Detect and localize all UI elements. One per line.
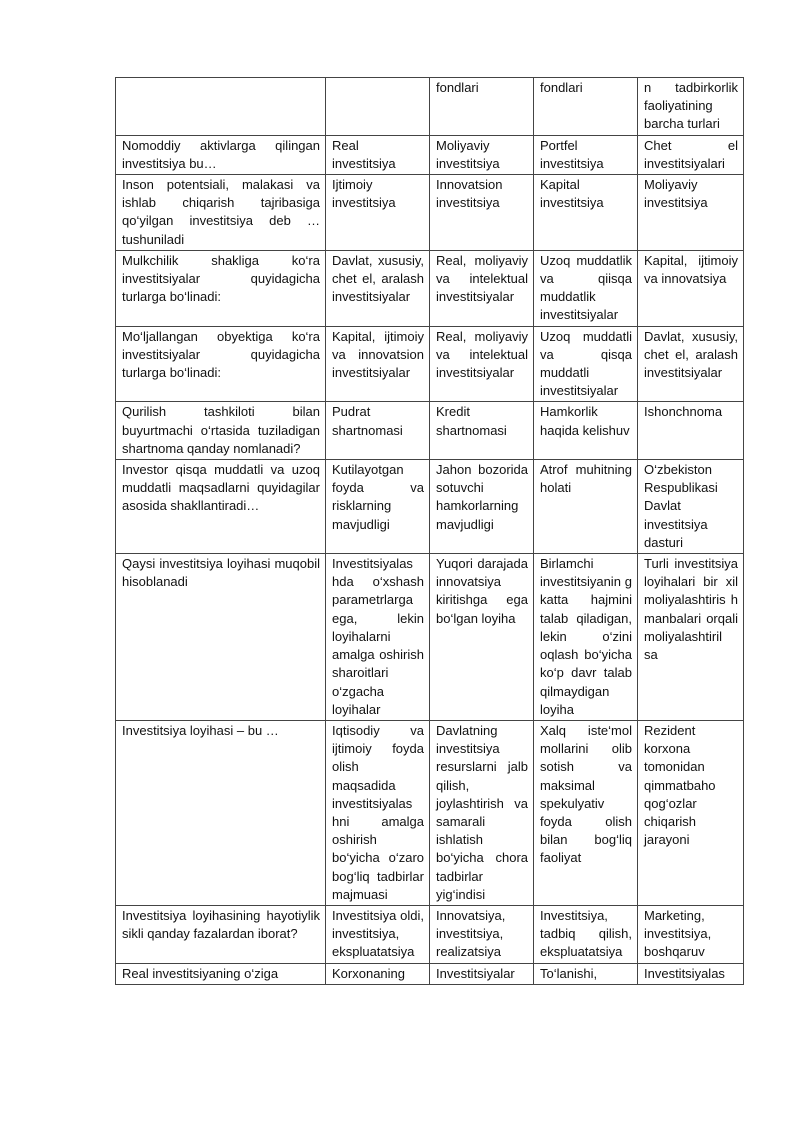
answer-c-cell: Uzoq muddatli va qisqa muddatli investitsiyalar bbox=[534, 326, 638, 402]
question-cell: Investitsiya loyihasining hayotiylik sikli qanday fazalardan iborat? bbox=[116, 905, 326, 963]
answer-b-cell: Kredit shartnomasi bbox=[430, 402, 534, 460]
answer-d-cell: Marketing, investitsiya, boshqaruv bbox=[638, 905, 744, 963]
table-row bbox=[116, 720, 744, 905]
answer-b-cell: Innovatsion investitsiya bbox=[430, 175, 534, 251]
question-cell: Qaysi investitsiya loyihasi muqobil hisoblanadi bbox=[116, 554, 326, 721]
answer-c-cell: Hamkorlik haqida kelishuv bbox=[534, 402, 638, 460]
answer-b-cell: Real, moliyaviy va intelektual investitsiyalar bbox=[430, 326, 534, 402]
answer-c-cell: Kapital investitsiya bbox=[534, 175, 638, 251]
answer-d-cell: O‘zbekiston Respublikasi Davlat investitsiya dasturi bbox=[638, 460, 744, 554]
answer-a-cell: Korxonaning bbox=[326, 963, 430, 984]
table-row bbox=[116, 460, 744, 554]
answer-d-cell: Turli investitsiya loyihalari bir xil moliyalashtiris h manbalari orqali moliyalashtiril sa bbox=[638, 554, 744, 721]
answer-d-cell: Kapital, ijtimoiy va innovatsiya bbox=[638, 250, 744, 326]
question-cell: Inson potentsiali, malakasi va ishlab chiqarish tajribasiga qo‘yilgan investitsiya deb … tushuniladi bbox=[116, 175, 326, 251]
answer-b-cell: Innovatsiya, investitsiya, realizatsiya bbox=[430, 905, 534, 963]
table-row bbox=[116, 250, 744, 326]
answer-c-cell: Uzoq muddatlik va qiisqa muddatlik investitsiyalar bbox=[534, 250, 638, 326]
answer-c-cell: Investitsiya, tadbiq qilish, ekspluatatsiya bbox=[534, 905, 638, 963]
question-cell: Mulkchilik shakliga ko‘ra investitsiyalar quyidagicha turlarga bo‘linadi: bbox=[116, 250, 326, 326]
answer-a-cell: Davlat, xususiy, chet el, aralash investitsiyalar bbox=[326, 250, 430, 326]
question-cell bbox=[116, 78, 326, 136]
question-cell: Qurilish tashkiloti bilan buyurtmachi o‘rtasida tuziladigan shartnoma qanday nomlanadi? bbox=[116, 402, 326, 460]
table-row bbox=[116, 135, 744, 174]
answer-b-cell: Investitsiyalar bbox=[430, 963, 534, 984]
answer-b-cell: Jahon bozorida sotuvchi hamkorlarning mavjudligi bbox=[430, 460, 534, 554]
answer-b-cell: Moliyaviy investitsiya bbox=[430, 135, 534, 174]
answer-b-cell: fondlari bbox=[430, 78, 534, 136]
question-cell: Nomoddiy aktivlarga qilingan investitsiya bu… bbox=[116, 135, 326, 174]
table-row bbox=[116, 963, 744, 984]
answer-d-cell: Moliyaviy investitsiya bbox=[638, 175, 744, 251]
answer-c-cell: fondlari bbox=[534, 78, 638, 136]
question-cell: Mo‘ljallangan obyektiga ko‘ra investitsiyalar quyidagicha turlarga bo‘linadi: bbox=[116, 326, 326, 402]
answer-a-cell: Ijtimoiy investitsiya bbox=[326, 175, 430, 251]
answer-a-cell bbox=[326, 78, 430, 136]
table-row bbox=[116, 905, 744, 963]
answer-c-cell: Atrof muhitning holati bbox=[534, 460, 638, 554]
answer-a-cell: Real investitsiya bbox=[326, 135, 430, 174]
document-page bbox=[115, 77, 743, 985]
answer-d-cell: Chet el investitsiyalari bbox=[638, 135, 744, 174]
question-cell: Investitsiya loyihasi – bu … bbox=[116, 720, 326, 905]
question-cell: Investor qisqa muddatli va uzoq muddatli maqsadlarni quyidagilar asosida shakllantiradi… bbox=[116, 460, 326, 554]
question-cell: Real investitsiyaning o‘ziga bbox=[116, 963, 326, 984]
answer-c-cell: Portfel investitsiya bbox=[534, 135, 638, 174]
table-row bbox=[116, 175, 744, 251]
answer-c-cell: Birlamchi investitsiyanin g katta hajmini talab qiladigan, lekin o‘zini oqlash bo‘yicha ko‘p davr talab qilmaydigan loyiha bbox=[534, 554, 638, 721]
answer-d-cell: Davlat, xususiy, chet el, aralash investitsiyalar bbox=[638, 326, 744, 402]
table-row bbox=[116, 402, 744, 460]
answer-d-cell: Rezident korxona tomonidan qimmatbaho qog‘ozlar chiqarish jarayoni bbox=[638, 720, 744, 905]
answer-b-cell: Davlatning investitsiya resurslarni jalb qilish, joylashtirish va samarali ishlatish bo‘yicha chora tadbirlar yig‘indisi bbox=[430, 720, 534, 905]
answer-a-cell: Kapital, ijtimoiy va innovatsion investitsiyalar bbox=[326, 326, 430, 402]
table-row bbox=[116, 326, 744, 402]
answer-c-cell: Xalq iste‘mol mollarini olib sotish va maksimal spekulyativ foyda olish bilan bog‘liq faoliyat bbox=[534, 720, 638, 905]
answer-d-cell: Investitsiyalas bbox=[638, 963, 744, 984]
answer-a-cell: Pudrat shartnomasi bbox=[326, 402, 430, 460]
answer-b-cell: Real, moliyaviy va intelektual investitsiyalar bbox=[430, 250, 534, 326]
test-questions-table bbox=[115, 77, 744, 985]
answer-a-cell: Investitsiyalas hda o‘xshash parametrlarga ega, lekin loyihalarni amalga oshirish sharoitlari o‘zgacha loyihalar bbox=[326, 554, 430, 721]
answer-a-cell: Kutilayotgan foyda va risklarning mavjudligi bbox=[326, 460, 430, 554]
table-row bbox=[116, 78, 744, 136]
answer-a-cell: Iqtisodiy va ijtimoiy foyda olish maqsadida investitsiyalas hni amalga oshirish bo‘yicha o‘zaro bog‘liq tadbirlar majmuasi bbox=[326, 720, 430, 905]
answer-d-cell: Ishonchnoma bbox=[638, 402, 744, 460]
table-body bbox=[116, 78, 744, 985]
table-row bbox=[116, 554, 744, 721]
answer-b-cell: Yuqori darajada innovatsiya kiritishga ega bo‘lgan loyiha bbox=[430, 554, 534, 721]
answer-d-cell: n tadbirkorlik faoliyatining barcha turlari bbox=[638, 78, 744, 136]
answer-a-cell: Investitsiya oldi, investitsiya, ekspluatatsiya bbox=[326, 905, 430, 963]
answer-c-cell: To‘lanishi, bbox=[534, 963, 638, 984]
